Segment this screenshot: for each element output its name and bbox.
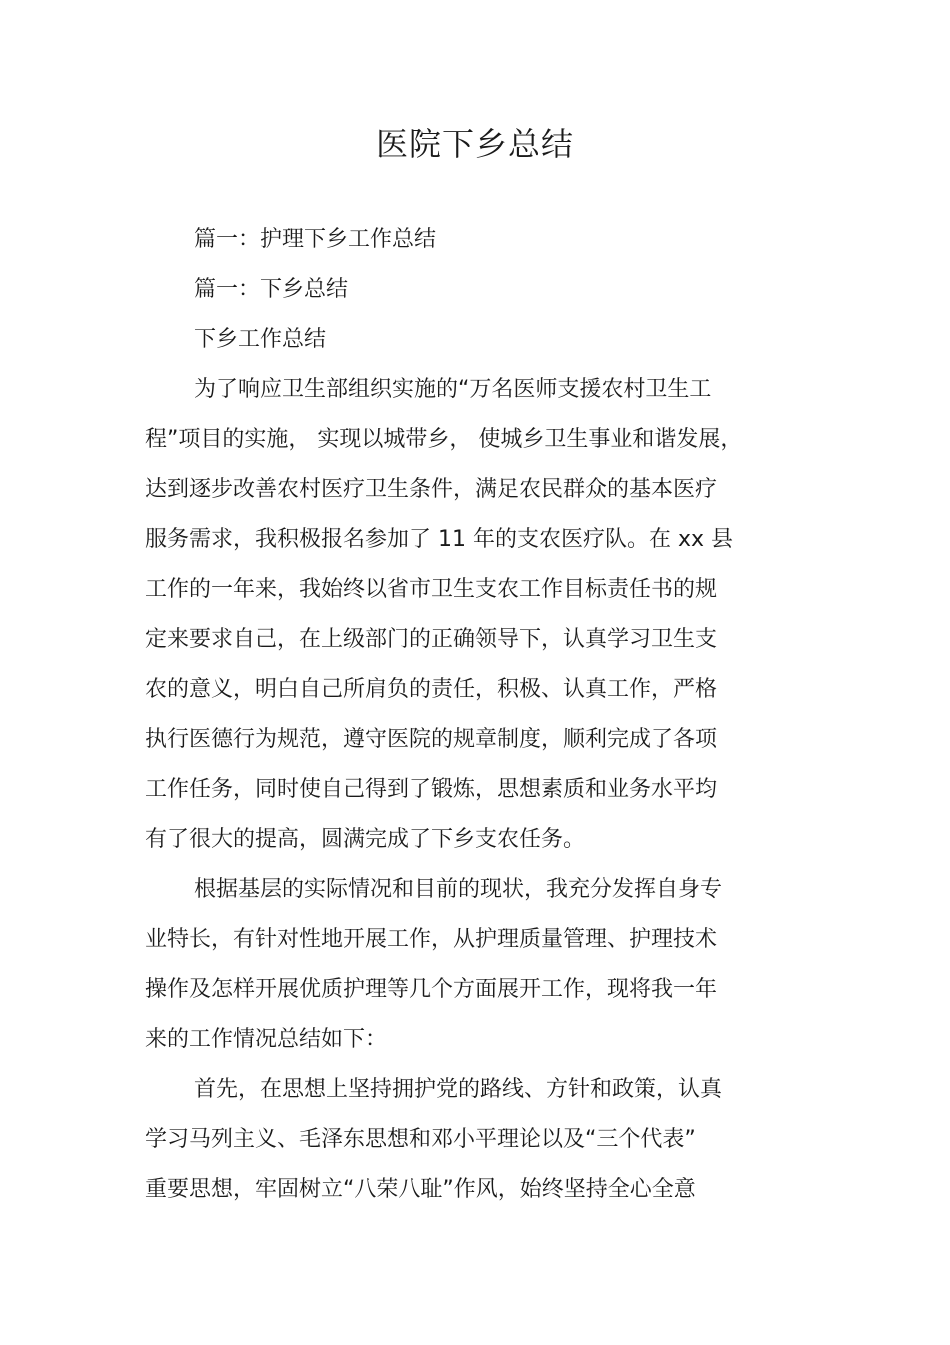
- text-line: 农的意义，明白自己所肩负的责任，积极、认真工作，严格: [145, 677, 718, 702]
- text-line: 下乡工作总结: [194, 327, 327, 352]
- text-line: 篇一：下乡总结: [194, 277, 349, 302]
- text-line: 学习马列主义、毛泽东思想和邓小平理论以及“三个代表”: [145, 1127, 696, 1152]
- text-line: 根据基层的实际情况和目前的现状，我充分发挥自身专: [194, 877, 723, 902]
- text-line: 操作及怎样开展优质护理等几个方面展开工作，现将我一年: [145, 977, 718, 1002]
- text-line: 来的工作情况总结如下：: [145, 1027, 388, 1052]
- text-line: 服务需求，我积极报名参加了 11 年的支农医疗队。在 xx 县: [145, 527, 734, 552]
- document-title: 医院下乡总结: [375, 125, 574, 163]
- text-line: 程”项目的实施， 实现以城带乡， 使城乡卫生事业和谐发展，: [145, 427, 743, 452]
- text-line: 篇一：护理下乡工作总结: [194, 227, 437, 252]
- text-line: 业特长，有针对性地开展工作，从护理质量管理、护理技术: [145, 927, 718, 952]
- text-line: 定来要求自己，在上级部门的正确领导下，认真学习卫生支: [145, 627, 718, 652]
- text-line: 执行医德行为规范，遵守医院的规章制度，顺利完成了各项: [145, 727, 718, 752]
- text-line: 工作的一年来，我始终以省市卫生支农工作目标责任书的规: [145, 577, 718, 602]
- text-line: 为了响应卫生部组织实施的“万名医师支援农村卫生工: [194, 377, 712, 402]
- text-line: 有了很大的提高，圆满完成了下乡支农任务。: [145, 827, 586, 852]
- text-line: 重要思想，牢固树立“八荣八耻”作风，始终坚持全心全意: [145, 1177, 696, 1202]
- text-line: 达到逐步改善农村医疗卫生条件，满足农民群众的基本医疗: [145, 477, 718, 502]
- text-line: 首先，在思想上坚持拥护党的路线、方针和政策，认真: [194, 1077, 723, 1102]
- text-line: 工作任务，同时使自己得到了锻炼，思想素质和业务水平均: [145, 777, 718, 802]
